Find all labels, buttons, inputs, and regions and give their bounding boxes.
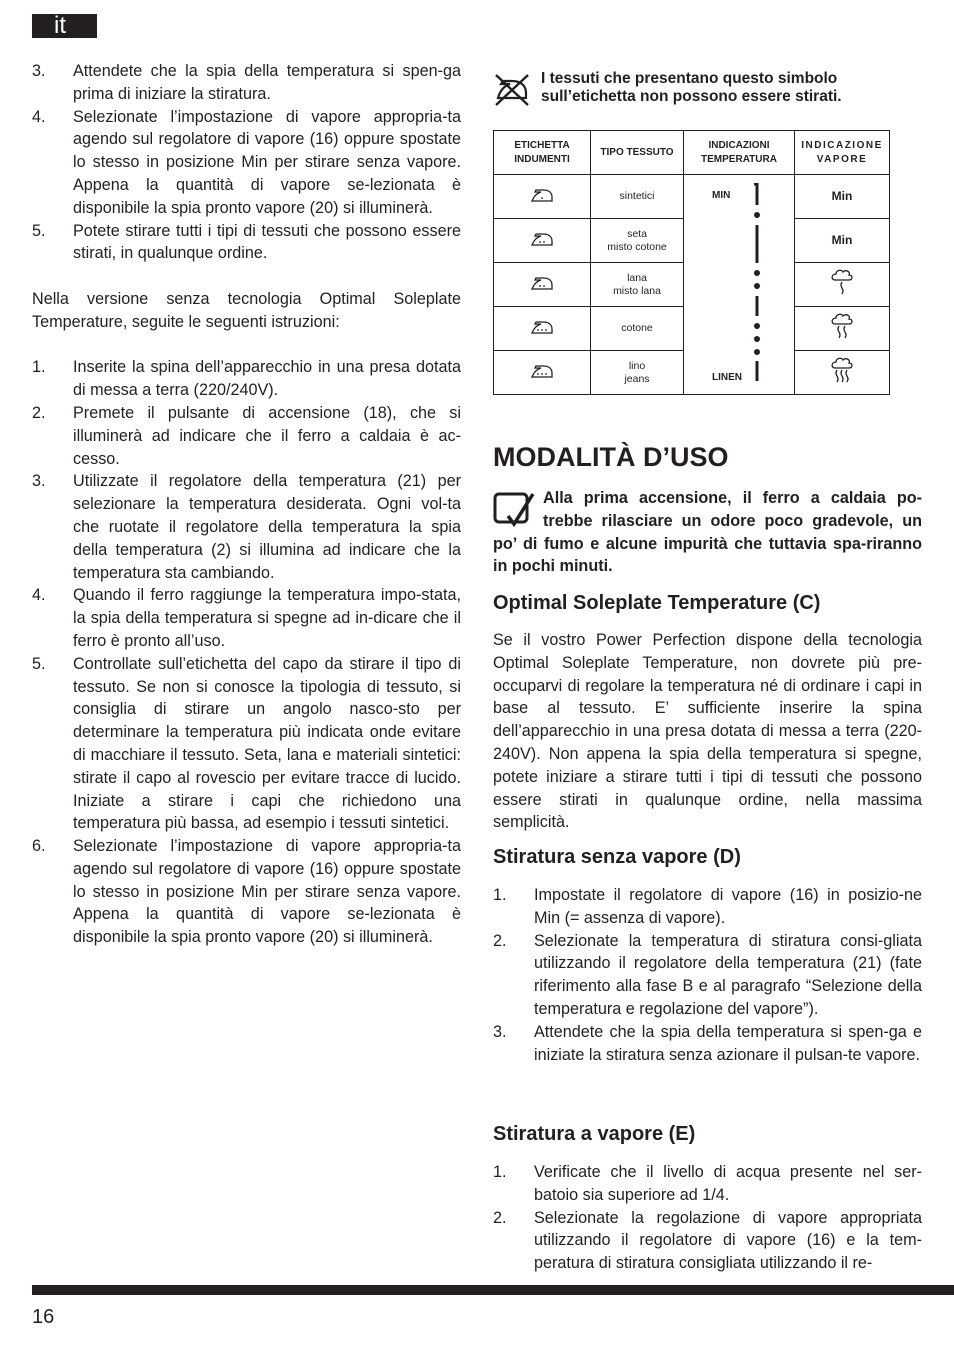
language-tab: it [32, 14, 97, 38]
list-text: Selezionate la temperatura di stiratura consi-gliata utilizzando il regolatore della temperatura (21) (fate riferimento alla fase B e al paragrafo “Selezione della temperatura e regolazione del vapore”). [534, 931, 922, 1018]
iron-icon [529, 361, 555, 381]
label-cell [494, 351, 591, 395]
fabric-name: lana [627, 271, 647, 284]
steps-list-continued [32, 60, 461, 265]
header-fabric: TIPO TESSUTO [591, 131, 684, 175]
temperature-scale-cell [684, 175, 795, 395]
symbol-note-text: I tessuti che presentano questo simbolo sull’etichetta non possono essere stirati. [541, 70, 842, 105]
iron-icon [529, 185, 555, 205]
dry-ironing-steps [493, 884, 922, 1066]
list-item [493, 1207, 922, 1275]
list-number: 5. [32, 221, 46, 240]
list-text: Impostate il regolatore di vapore (16) in posizio-ne Min (= assenza di vapore). [534, 886, 922, 927]
list-text: Potete stirare tutti i tipi di tessuti che possono essere stirati, in qualunque ordine. [73, 221, 461, 263]
list-number: 1. [493, 1163, 507, 1181]
steps-list-no-ost [32, 356, 461, 949]
list-text: Attendete che la spia della temperatura si spen-ga e iniziate la stiratura senza azionare il pulsan-te vapore. [534, 1022, 922, 1064]
fabric-cell [591, 263, 684, 307]
footer-bar [32, 1285, 954, 1295]
temperature-scale [754, 183, 850, 393]
list-text: Premete il pulsante di accensione (18), che si illuminerà ad indicare che il ferro a caldaia è ac-cesso. [73, 403, 461, 468]
label-cell [494, 219, 591, 263]
intro-paragraph: Nella versione senza tecnologia Optimal Soleplate Temperature, seguite le seguenti istruzioni: [32, 289, 461, 331]
label-cell [494, 307, 591, 351]
list-item [493, 1021, 922, 1067]
first-use-warning [493, 487, 922, 578]
list-number: 2. [493, 1208, 507, 1227]
fabric-cell [591, 219, 684, 263]
list-number: 3. [32, 62, 46, 80]
fabric-name: seta [627, 227, 647, 240]
header-temperature: INDICAZIONI TEMPERATURA [684, 131, 795, 175]
header-steam: INDICAZIONE VAPORE [795, 131, 890, 175]
list-text: Controllate sull’etichetta del capo da stirare il tipo di tessuto. Se non si conosce la tipologia di tessuto, si consiglia di stirare un angolo nasco-sto per determinare la temperatura più indicata onde evitare di macchiare il tessuto. Seta, lana e materiali sintetici: stirate il capo al rovescio per evitare tracce di lucido. Iniziate a stirare i capi che richiedono una temperatura più bassa, ad esempio i tessuti sintetici. [73, 654, 461, 833]
steam-ironing-body [493, 1161, 922, 1275]
dry-ironing-body [493, 884, 922, 1066]
list-number: 1. [493, 886, 507, 904]
list-item [493, 884, 922, 930]
list-text: Attendete che la spia della temperatura si spen-ga prima di iniziare la stiratura. [73, 62, 461, 103]
list-number: 3. [493, 1022, 507, 1041]
iron-icon [529, 317, 555, 337]
section-title: MODALITÀ D’USO [493, 442, 729, 472]
list-number: 2. [493, 931, 507, 950]
fabric-name: jeans [624, 372, 650, 385]
list-item [32, 402, 461, 470]
list-number: 4. [32, 107, 46, 126]
list-text: Selezionate la regolazione di vapore appropriata utilizzando il regolatore di vapore (16) e la tem-peratura di stiratura consigliata utilizzando il re- [534, 1208, 922, 1273]
dry-ironing-heading: Stiratura senza vapore (D) [493, 846, 741, 868]
iron-icon [529, 229, 555, 249]
list-number: 5. [32, 654, 46, 673]
list-item [32, 60, 461, 106]
linen-label: LINEN [712, 372, 742, 383]
iron-icon [529, 273, 555, 293]
list-item [493, 930, 922, 1021]
list-text: Utilizzate il regolatore della temperatura (21) per selezionare la temperatura desiderata. Ogni vol-ta che ruotate il regolatore della temperatura la spia della temperatura (2) si illumina ad indicare che la temperatura sta cambiando. [73, 472, 461, 582]
table-header-row [494, 131, 890, 175]
list-item [32, 356, 461, 402]
ost-paragraph: Se il vostro Power Perfection dispone della tecnologia Optimal Soleplate Temperature, non dovrete più pre-occuparvi di regolare la temperatura né di ordinare i capi in base al tessuto. E’ sufficiente inserire la spina dell’apparecchio in una presa dotata di messa a terra (220-240V). Non appena la spia della temperatura si spegne, potete iniziare a stirare tutti i tipi di tessuti che possono essere stirati in qualunque ordine, nella massima semplicità. [493, 631, 922, 832]
list-item [32, 584, 461, 652]
list-item [493, 1161, 922, 1207]
steam-ironing-steps [493, 1161, 922, 1275]
list-item [32, 470, 461, 584]
fabric-name: cotone [621, 322, 653, 334]
list-number: 3. [32, 472, 46, 491]
checkbox-note-icon [493, 490, 535, 528]
label-cell [494, 263, 591, 307]
steam-value: Min [831, 188, 853, 203]
list-number: 4. [32, 586, 46, 605]
page-number: 16 [32, 1306, 55, 1328]
table-row [494, 175, 890, 219]
min-label: MIN [712, 190, 731, 201]
ost-heading: Optimal Soleplate Temperature (C) [493, 592, 821, 614]
list-text: Selezionate l’impostazione di vapore appropria-ta agendo sul regolatore di vapore (16) oppure spostate lo stesso in posizione Min per stirare senza vapore. Appena la quantità di vapore se-lezionata è disponibile la spia pronto vapore (20) si illuminerà. [73, 107, 461, 217]
list-number: 2. [32, 403, 46, 422]
list-text: Quando il ferro raggiunge la temperatura impo-stata, la spia della temperatura si spegne ad in-dicare che il ferro è pronto all’uso. [73, 586, 461, 650]
list-item [32, 220, 461, 266]
label-cell [494, 175, 591, 219]
no-iron-symbol-note [493, 70, 913, 106]
header-label: ETICHETTA INDUMENTI [494, 131, 591, 175]
list-item [32, 835, 461, 949]
steam-value: Min [831, 232, 853, 247]
fabric-cell [591, 351, 684, 395]
list-item [32, 653, 461, 835]
left-column [32, 60, 461, 949]
fabric-name: sintetici [619, 190, 655, 202]
list-number: 1. [32, 358, 46, 377]
fabric-cell [591, 175, 684, 219]
fabric-name: lino [628, 359, 646, 372]
fabric-name: misto lana [613, 284, 661, 297]
ost-body [493, 629, 922, 834]
no-iron-icon [493, 72, 531, 108]
fabric-cell [591, 307, 684, 351]
fabric-name: misto cotone [607, 240, 667, 253]
steam-ironing-heading: Stiratura a vapore (E) [493, 1123, 696, 1145]
list-number: 6. [32, 837, 46, 856]
list-item [32, 106, 461, 220]
list-text: Inserite la spina dell’apparecchio in una presa dotata di messa a terra (220/240V). [73, 358, 461, 400]
warning-text: Alla prima accensione, il ferro a caldaia po-trebbe rilasciare un odore poco gradevole, un po’ di fumo e alcune impurità che tuttavia spa-riranno in pochi minuti. [493, 489, 922, 576]
list-text: Verificate che il livello di acqua presente nel ser-batoio sia superiore ad 1/4. [534, 1163, 922, 1204]
list-text: Selezionate l’impostazione di vapore appropria-ta agendo sul regolatore di vapore (16) oppure spostate lo stesso in posizione Min per stirare senza vapore. Appena la quantità di vapore se-lezionata è disponibile la spia pronto vapore (20) si illuminerà. [73, 837, 461, 947]
fabric-temperature-table [493, 130, 890, 395]
